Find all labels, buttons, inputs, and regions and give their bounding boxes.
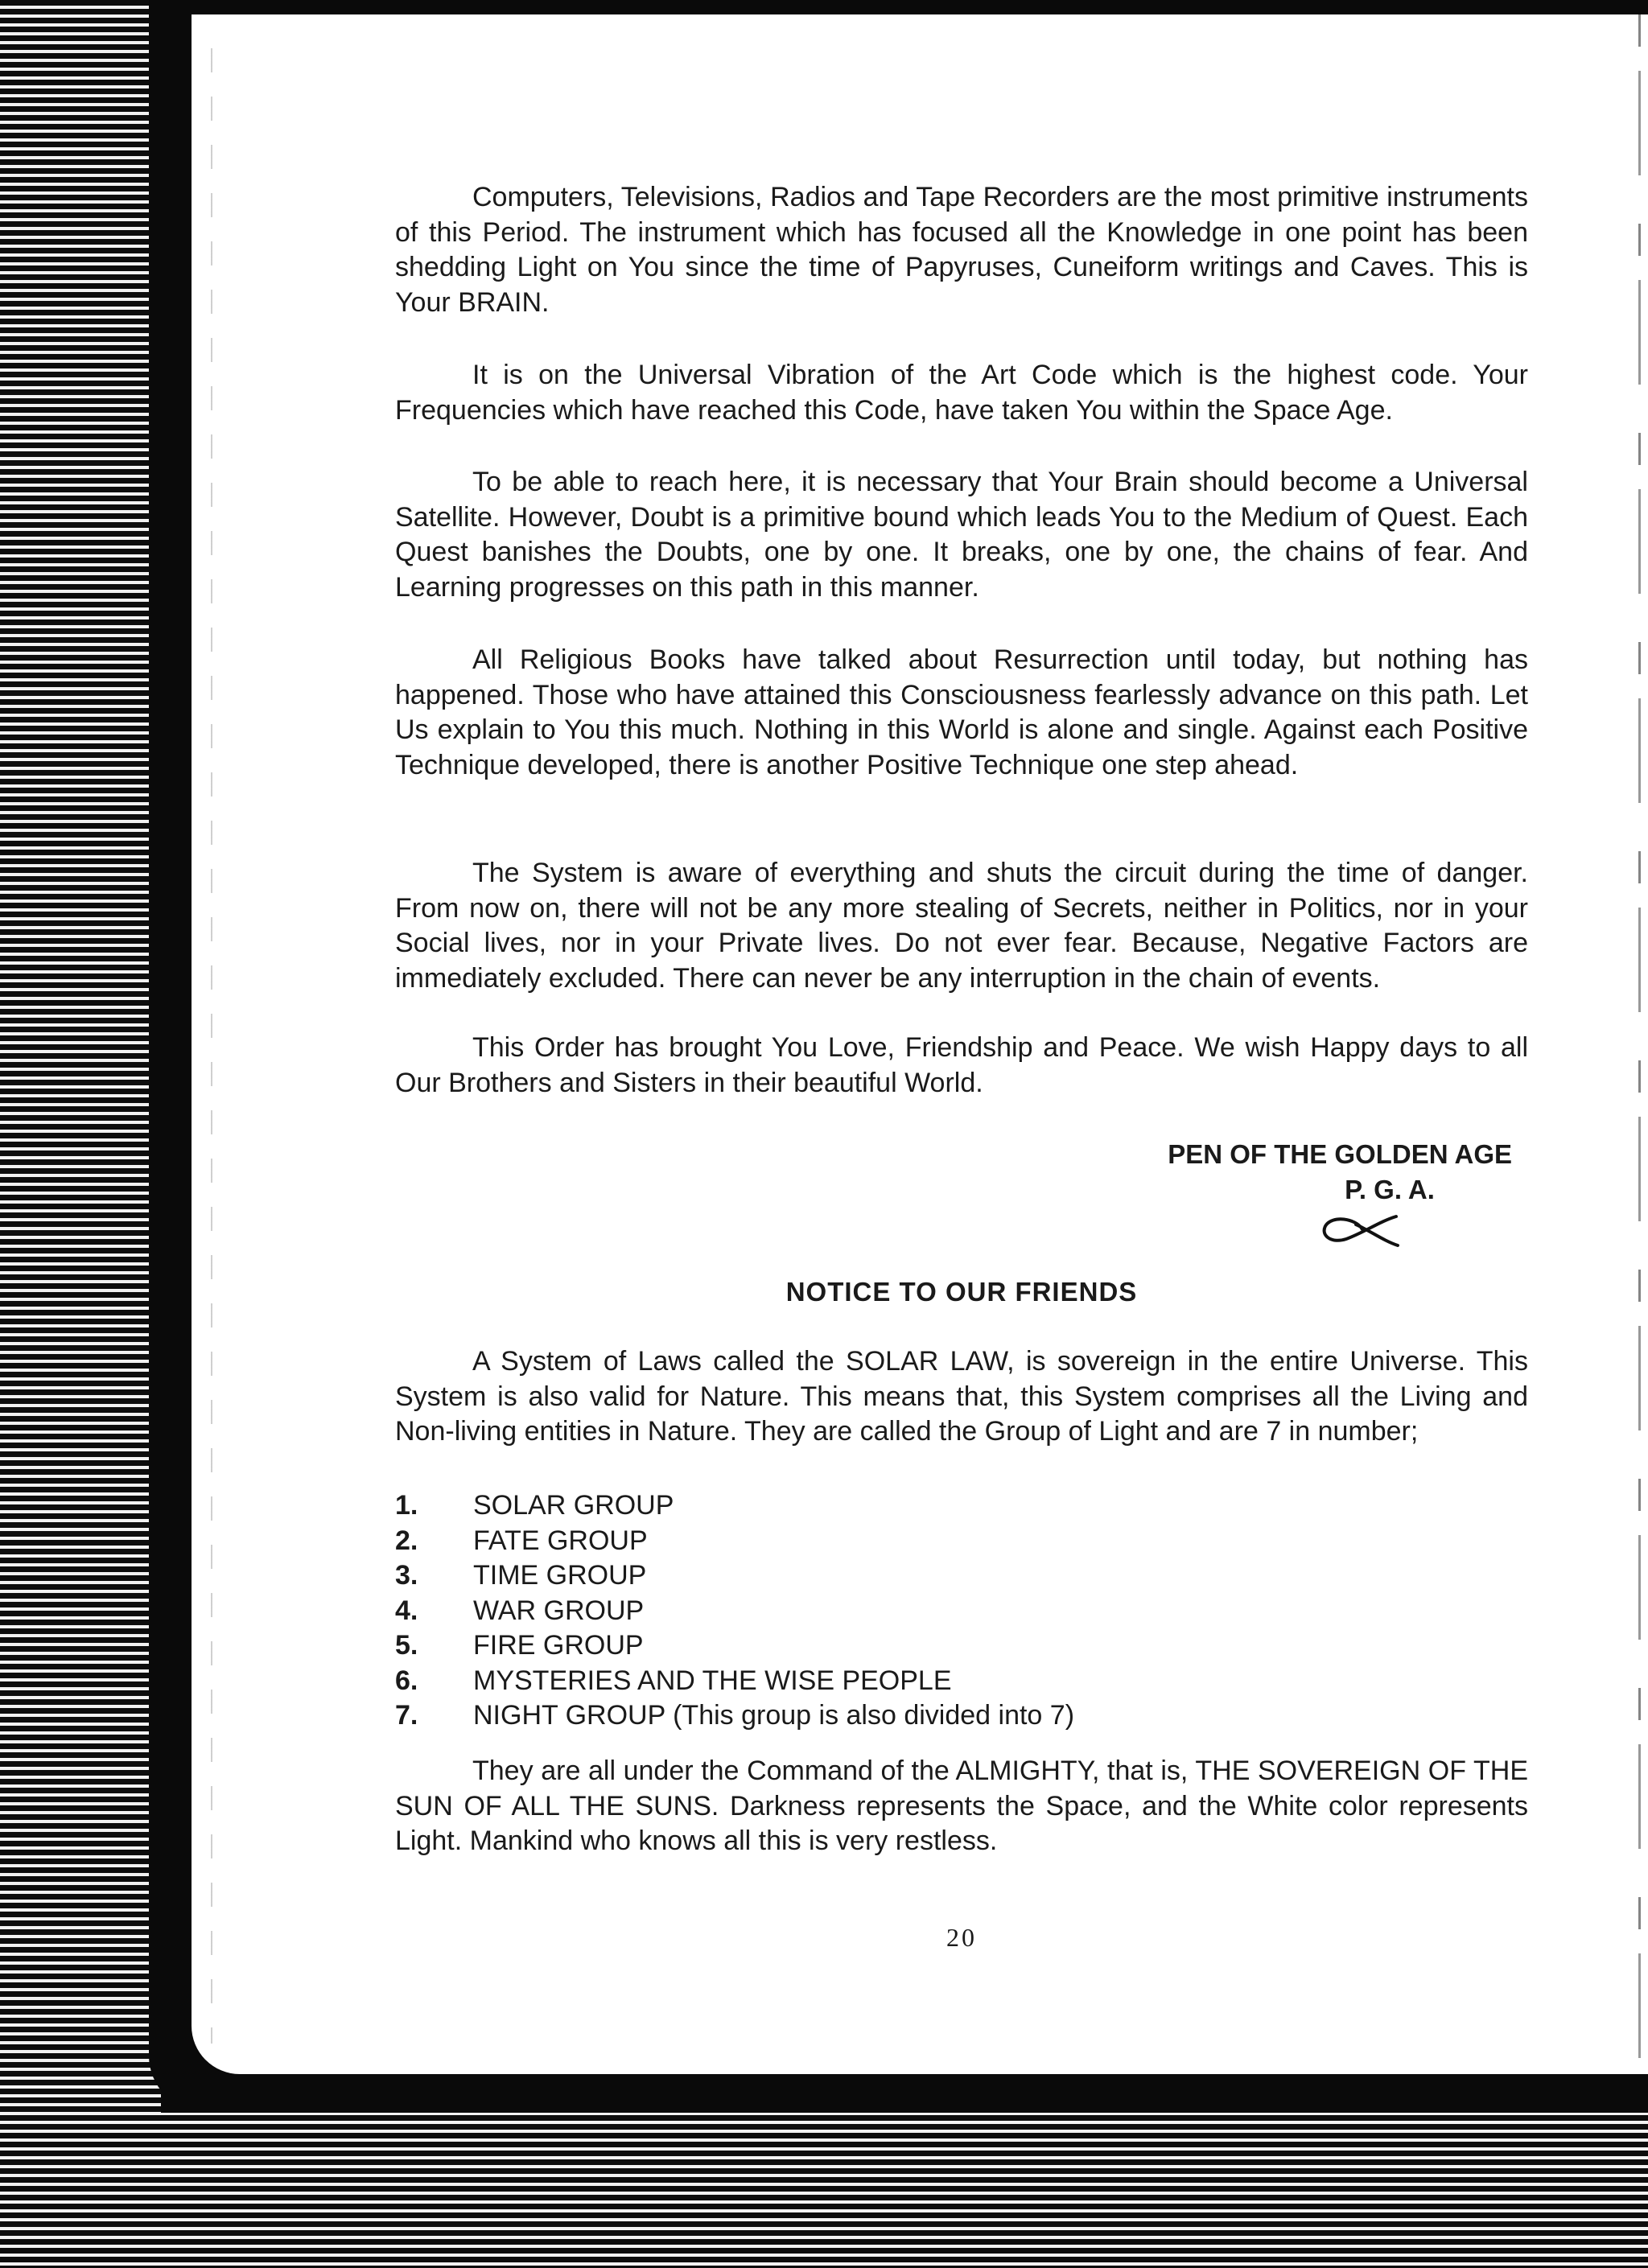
list-item: 2. FATE GROUP: [395, 1525, 648, 1556]
paragraph-resurrection: All Religious Books have talked about Resurrection until today, but nothing has happened. Those who have attained this Consciousness fearlessly advance on this path. Let Us explain to You this much. Nothing in this World is alone and single. Against each Positive Technique developed, there is another Positive Technique one step ahead.: [395, 644, 1528, 780]
paragraph-system: The System is aware of everything and shuts the circuit during the time of danger. From now on, there will not be any more stealing of Secrets, neither in Politics, nor in your Social lives, nor in your Private lives. Do not ever fear. Because, Negative Factors are immediately excluded. There can never be any interruption in the chain of events.: [395, 858, 1528, 994]
paragraph-order: This Order has brought You Love, Friendship and Peace. We wish Happy days to all Our Brothers and Sisters in their beautiful World.: [395, 1032, 1528, 1098]
page-number: 20: [946, 1923, 977, 1952]
list-item: 3. TIME GROUP: [395, 1560, 647, 1591]
infinity-signature-mark: [1300, 1207, 1444, 1255]
signature-name: PEN OF THE GOLDEN AGE: [1168, 1139, 1512, 1169]
notice-intro: A System of Laws called the SOLAR LAW, is sovereign in the entire Universe. This System is also valid for Nature. This means that, this System comprises all the Living and Non-living entities in Nature. They are called the Group of Light and are 7 in number;: [395, 1346, 1528, 1447]
paragraph-brain: Computers, Televisions, Radios and Tape Recorders are the most primitive instruments of this Period. The instrument which has focused all the Knowledge in one point has been shedding Light on You since the time of Papyruses, Cuneiform writings and Caves. This is Your BRAIN.: [395, 182, 1528, 318]
bottom-shadow: [161, 2074, 1648, 2113]
binding-line: [211, 48, 212, 2044]
signature-abbreviation: P. G. A.: [1345, 1175, 1435, 1204]
notice-closing: They are all under the Command of the ALMIGHTY, that is, THE SOVEREIGN OF THE SUN OF ALL THE SUNS. Darkness represents the Space, and the White color represents Light. Mankind who knows all this is very restless.: [395, 1756, 1528, 1856]
list-item: 6. MYSTERIES AND THE WISE PEOPLE: [395, 1665, 952, 1696]
paragraph-art-code: It is on the Universal Vibration of the Art Code which is the highest code. Your Frequencies which have reached this Code, have taken You within the Space Age.: [395, 360, 1528, 426]
list-item: 1. SOLAR GROUP: [395, 1490, 674, 1521]
list-item: 5. FIRE GROUP: [395, 1630, 644, 1661]
paragraph-satellite: To be able to reach here, it is necessary that Your Brain should become a Universal Satellite. However, Doubt is a primitive bound which leads You to the Medium of Quest. Each Quest banishes the Doubts, one by one. It breaks, one by one, the chains of fear. And Learning progresses on this path in this manner.: [395, 467, 1528, 603]
page-right-edge: [1638, 14, 1641, 2074]
groups-list: [395, 1488, 1528, 1734]
list-item: 7. NIGHT GROUP (This group is also divided into 7): [395, 1700, 1075, 1731]
notice-heading: NOTICE TO OUR FRIENDS: [785, 1277, 1138, 1307]
list-item: 4. WAR GROUP: [395, 1595, 645, 1626]
